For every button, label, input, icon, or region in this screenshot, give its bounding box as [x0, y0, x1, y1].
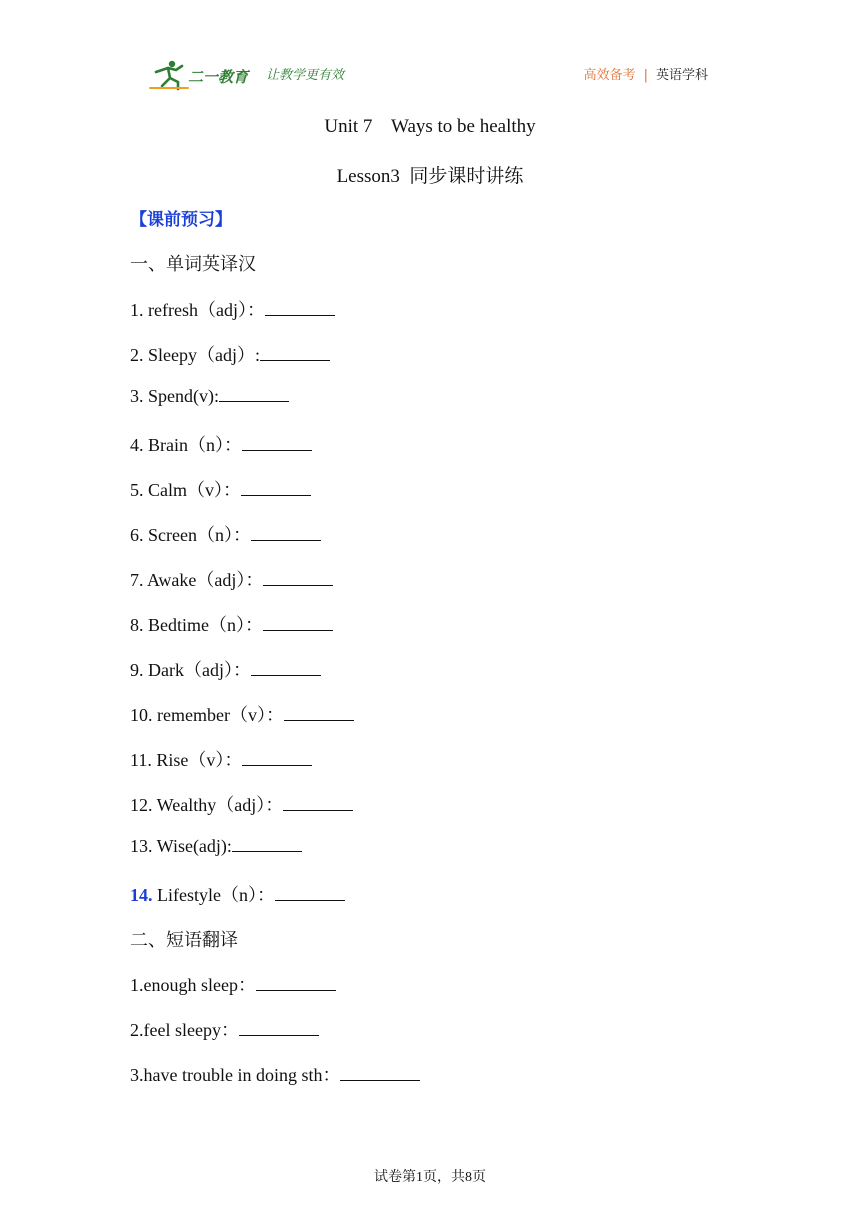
answer-blank[interactable]: [251, 661, 321, 676]
vocab-item: [130, 746, 312, 772]
answer-blank[interactable]: [219, 387, 289, 402]
logo-icon: [148, 58, 258, 92]
vocab-item-text: 1. refresh（adj）：: [130, 300, 265, 320]
header-separator: |: [643, 68, 648, 83]
answer-blank[interactable]: [232, 837, 302, 852]
answer-blank[interactable]: [340, 1066, 420, 1081]
vocab-item-text: 9. Dark（adj）：: [130, 660, 251, 680]
phrase-item-text: 1.enough sleep：: [130, 975, 256, 995]
answer-blank[interactable]: [242, 751, 312, 766]
vocab-item-text: 13. Wise(adj):: [130, 836, 232, 856]
answer-blank[interactable]: [265, 301, 335, 316]
vocab-item-text: 12. Wealthy（adj）：: [130, 795, 284, 815]
answer-blank[interactable]: [275, 886, 345, 901]
answer-blank[interactable]: [256, 976, 336, 991]
vocab-item-text: 11. Rise（v）：: [130, 750, 243, 770]
vocab-item: [130, 701, 354, 727]
vocab-item: [130, 656, 321, 682]
vocab-item: [130, 386, 289, 407]
vocab-item-text: 6. Screen（n）：: [130, 525, 251, 545]
vocab-item: [130, 296, 335, 322]
vocab-item-text: Lifestyle（n）：: [152, 885, 275, 905]
vocab-item-text: 3. Spend(v):: [130, 386, 219, 406]
page-header: [148, 58, 708, 92]
section1-heading: 一、单词英译汉: [130, 254, 256, 274]
slogan: 让教学更有效: [266, 68, 345, 83]
vocab-item-text: 10. remember（v）：: [130, 705, 284, 725]
prep-label: 高效备考: [583, 68, 636, 83]
lesson-title: Lesson3 同步课时讲练: [336, 166, 524, 187]
answer-blank[interactable]: [239, 1021, 319, 1036]
vocab-item-text: 5. Calm（v）：: [130, 480, 241, 500]
answer-blank[interactable]: [263, 616, 333, 631]
answer-blank[interactable]: [242, 436, 312, 451]
page-footer: 试卷第1页，共8页: [374, 1170, 486, 1185]
answer-blank[interactable]: [263, 571, 333, 586]
answer-blank[interactable]: [284, 706, 354, 721]
vocab-item: [130, 791, 353, 817]
answer-blank[interactable]: [260, 346, 330, 361]
answer-blank[interactable]: [283, 796, 353, 811]
phrase-item-text: 3.have trouble in doing sth：: [130, 1065, 341, 1085]
svg-text:二一教育: 二一教育: [188, 68, 249, 86]
answer-blank[interactable]: [251, 526, 321, 541]
vocab-item: [130, 476, 311, 502]
vocab-item: [130, 836, 302, 857]
vocab-item: [130, 611, 333, 637]
phrase-item-text: 2.feel sleepy：: [130, 1020, 239, 1040]
vocab-item: [130, 881, 345, 907]
section2-heading: 二、短语翻译: [130, 930, 238, 950]
subject-name: 英语学科: [655, 68, 708, 83]
vocab-item: [130, 431, 312, 457]
phrase-item: [130, 1016, 319, 1042]
vocab-item: [130, 341, 330, 367]
vocab-item: [130, 521, 321, 547]
phrase-item: [130, 1061, 420, 1087]
vocab-item-text: 7. Awake（adj）：: [130, 570, 264, 590]
vocab-item-text: 2. Sleepy（adj）:: [130, 345, 260, 365]
vocab-item: [130, 566, 333, 592]
vocab-item-text: 4. Brain（n）：: [130, 435, 242, 455]
vocab-item-text: 8. Bedtime（n）：: [130, 615, 263, 635]
phrase-item: [130, 971, 336, 997]
item-number: 14.: [130, 885, 153, 905]
preview-heading: 【课前预习】: [130, 210, 232, 230]
answer-blank[interactable]: [241, 481, 311, 496]
subject-label: [584, 64, 708, 83]
unit-title: Unit 7 Ways to be healthy: [324, 116, 536, 137]
